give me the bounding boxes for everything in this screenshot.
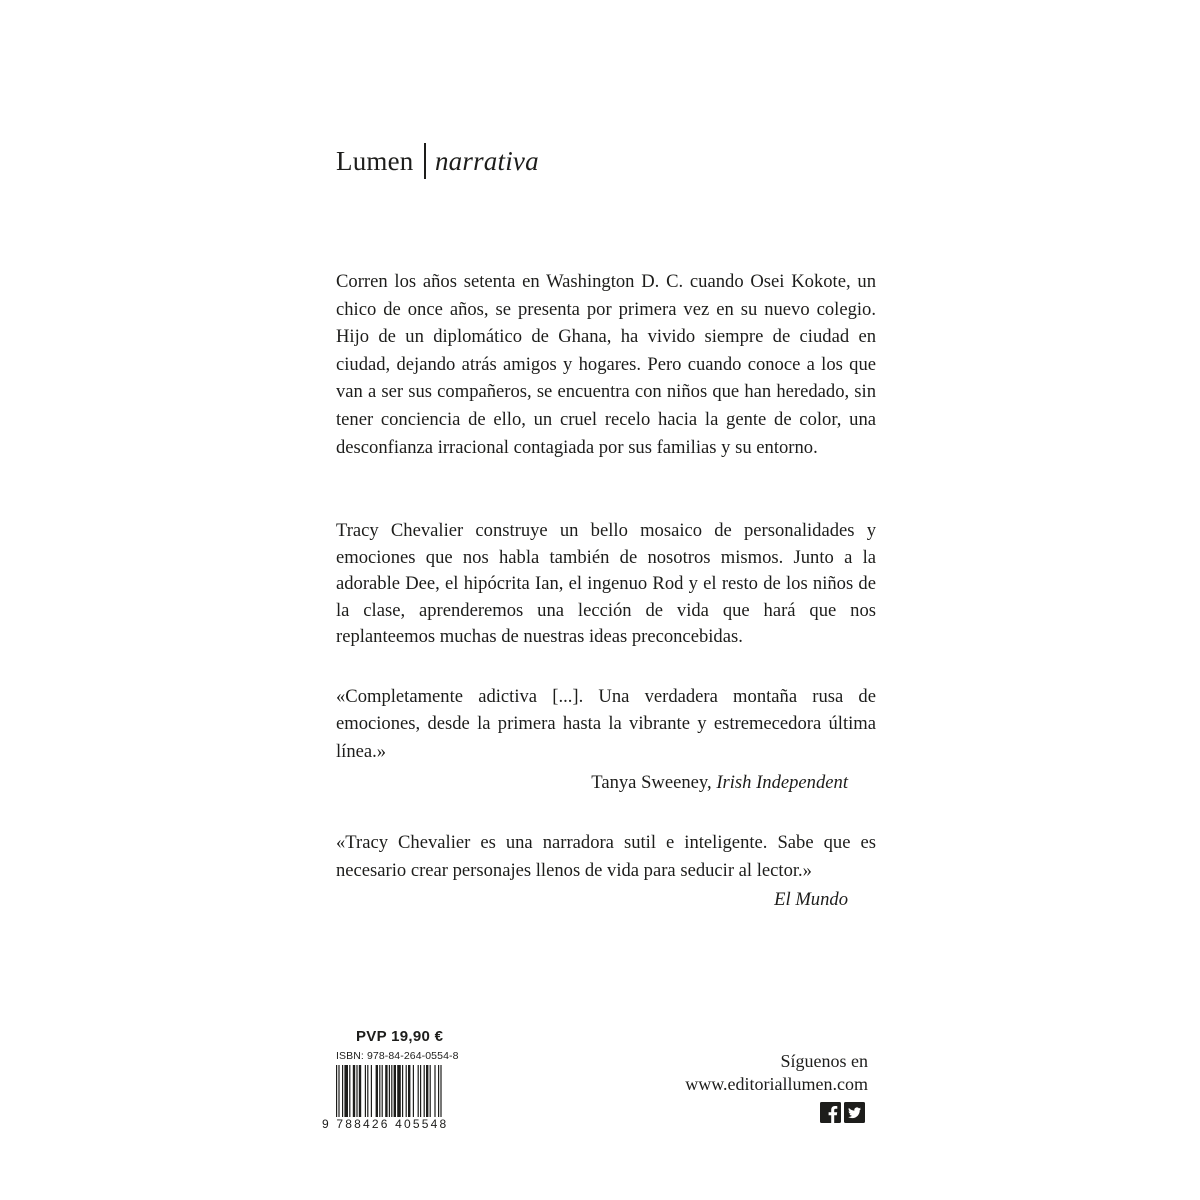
barcode-bar <box>406 1065 407 1117</box>
barcode-bar <box>389 1065 390 1117</box>
barcode-bar <box>397 1065 401 1117</box>
barcode-bar <box>440 1065 441 1117</box>
website-link[interactable]: www.editoriallumen.com <box>685 1074 868 1094</box>
price-label: PVP 19,90 € <box>356 1028 444 1045</box>
imprint-divider <box>424 143 426 179</box>
barcode-bar <box>379 1065 380 1117</box>
barcode-bar <box>371 1065 372 1117</box>
barcode-digits: 9 788426 405548 <box>322 1117 449 1131</box>
review-quote-2: «Tracy Chevalier es una narradora sutil e inteligente. Sabe que es necesario crear personajes llenos de vida para seducir al lector.» <box>336 832 876 881</box>
barcode-bar <box>344 1065 348 1117</box>
barcode-bar <box>338 1065 339 1117</box>
barcode-bar <box>349 1065 350 1117</box>
barcode-bar <box>359 1065 361 1117</box>
barcode-bar <box>382 1065 383 1117</box>
barcode-bar <box>391 1065 392 1117</box>
barcode-bar <box>385 1065 387 1117</box>
social-icons <box>820 1102 865 1123</box>
barcode-bar <box>336 1065 337 1117</box>
barcode-bar <box>426 1065 428 1117</box>
barcode-bar <box>438 1065 439 1117</box>
barcode-bar <box>365 1065 366 1117</box>
barcode-bar <box>342 1065 343 1117</box>
follow-label: Síguenos en <box>780 1051 868 1071</box>
review-source-1: Irish Independent <box>716 772 848 793</box>
publisher-name: Lumen <box>336 145 414 176</box>
barcode-bar <box>430 1065 431 1117</box>
isbn-label: ISBN: 978-84-264-0554-8 <box>336 1050 459 1062</box>
barcode-bar <box>413 1065 414 1117</box>
barcode-bar <box>402 1065 403 1117</box>
review-author-1: Tanya Sweeney, <box>591 772 717 793</box>
barcode-bar <box>367 1065 368 1117</box>
review-attribution-1 <box>336 769 848 797</box>
barcode-bar <box>424 1065 425 1117</box>
barcode-bar <box>418 1065 419 1117</box>
review-source-2: El Mundo <box>774 889 848 910</box>
twitter-icon[interactable] <box>844 1102 865 1123</box>
review-quote-1: «Completamente adictiva [...]. Una verdadera montaña rusa de emociones, desde la primera hasta la vibrante y estremecedora última línea.» <box>336 686 876 762</box>
barcode-block <box>322 1028 462 1138</box>
barcode-bar <box>420 1065 421 1117</box>
synopsis-paragraph-1: Corren los años setenta en Washington D. C. cuando Osei Kokote, un chico de once años, se presenta por primera vez en su nuevo colegio. Hijo de un diplomático de Ghana, ha vivido siempre de ciudad en ciudad, dejando atrás amigos y hogares. Pero cuando conoce a los que van a ser sus compañeros, se encuentra con niños que han heredado, sin tener conciencia de ello, un cruel recelo hacia la gente de color, una desconfianza irracional contagiada por sus familias y su entorno. <box>336 271 876 458</box>
follow-us-block <box>685 1050 868 1096</box>
barcode-bar <box>408 1065 410 1117</box>
facebook-icon[interactable] <box>820 1102 841 1123</box>
review-attribution-2 <box>336 886 848 914</box>
barcode-bars <box>336 1065 448 1117</box>
imprint-logo <box>336 141 539 181</box>
barcode-bar <box>353 1065 355 1117</box>
series-name: narrativa <box>434 145 539 176</box>
barcode-bar <box>394 1065 396 1117</box>
synopsis-paragraph-2: Tracy Chevalier construye un bello mosaico de personalidades y emociones que nos habla también de nosotros mismos. Junto a la adorable Dee, el hipócrita Ian, el ingenuo Rod y el resto de los niños de la clase, aprenderemos una lección de vida que hará que nos replanteemos muchas de nuestras ideas preconcebidas. <box>336 520 876 648</box>
barcode-bar <box>356 1065 357 1117</box>
barcode-bar <box>376 1065 378 1117</box>
barcode-bar <box>434 1065 435 1117</box>
